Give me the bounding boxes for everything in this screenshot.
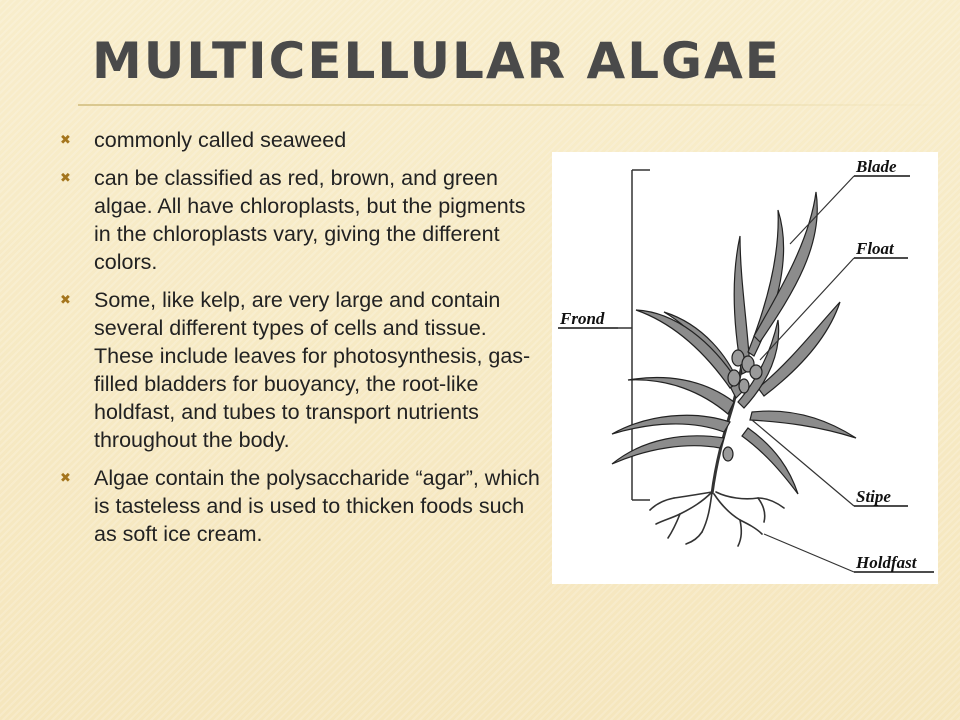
x-mark-icon: ✖ (60, 292, 71, 307)
x-mark-icon: ✖ (60, 132, 71, 147)
x-mark-icon: ✖ (60, 470, 71, 485)
kelp-diagram (552, 152, 938, 584)
bullet-item-agar (60, 464, 546, 548)
x-mark-icon: ✖ (60, 170, 71, 185)
bullet-text: commonly called seaweed (94, 128, 347, 152)
bullet-item-seaweed (60, 126, 546, 154)
slide-title: MULTICELLULAR ALGAE (92, 32, 781, 90)
label-stipe: Stipe (856, 487, 891, 506)
bullet-list (60, 126, 546, 558)
bullet-text: Algae contain the polysaccharide “agar”, which is tasteless and is used to thicken foods such as soft ice cream. (94, 466, 540, 546)
label-holdfast: Holdfast (856, 553, 917, 572)
label-blade: Blade (856, 157, 897, 176)
title-divider (78, 104, 948, 106)
blades (612, 192, 856, 494)
bullet-item-classification (60, 164, 546, 276)
label-frond: Frond (560, 309, 605, 328)
bullet-text: Some, like kelp, are very large and contain several different types of cells and tissue. These include leaves for photosynthesis, gas-filled bladders for buoyancy, the root-like holdfast, and tubes to transport nutrients throughout the body. (94, 288, 531, 452)
label-float: Float (856, 239, 894, 258)
kelp-illustration (552, 152, 938, 584)
bullet-item-kelp (60, 286, 546, 454)
bullet-text: can be classified as red, brown, and green algae. All have chloroplasts, but the pigments in the chloroplasts vary, giving the different colors. (94, 166, 526, 274)
label-underlines (558, 176, 934, 572)
holdfast-roots (650, 492, 784, 546)
